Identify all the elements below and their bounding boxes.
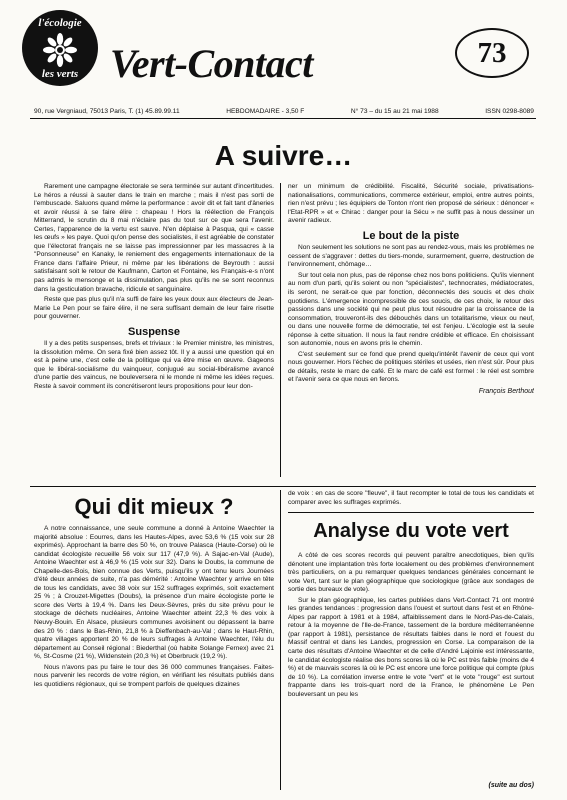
- article-paragraph: Rarement une campagne électorale se sera terminée sur autant d'incertitudes. Le héros a réussi à sauter dans le train en marche ; mais il n'est pas sorti de l'embuscade. Saluons quand même la performance : avoir dit et fait tant d'âneries et avoir réussi à se faire élire : chapeau ! Hors la réélection de François Mitterrand, le scrutin du 8 mai n'éclaire pas du tout sur ce que sera l'avenir. Certes, l'apparence de la vertu est sauve. N'en déplaise à Pasqua, qui « casse les œufs » les paye. Quoi qu'on pense des socialistes, il est agréable de constater que l'électorat français ne se laisse pas impressionner par les massacres à la "Ponsonneuse" en Kanaky, le reniement des engagements internationaux de la France dans l'affaire Prieur, ni même par les libérations de Beyrouth : aussi satisfaisant soit le retour de Kaufmann, Carton et Fontaine, les Français-e-s n'ont pas admis le mensonge et la dissimulation, pas plus qu'ils ne se sont reconnus dans la gesticulation bravache, ridicule et sanguinaire.: [34, 183, 274, 293]
- article1-column1: [34, 183, 274, 472]
- section-rule: [30, 486, 536, 487]
- column-divider: [280, 490, 281, 790]
- issue-dates: N° 73 – du 15 au 21 mai 1988: [350, 108, 439, 115]
- article-paragraph: Reste que pas plus qu'il n'a suffi de faire les yeux doux aux électeurs de Jean-Marie Le Pen pour se faire élire, il ne sera suffisant demain de leur faire risette pour gouverner.: [34, 296, 274, 321]
- logo-top-text: l'écologie: [38, 17, 82, 29]
- column-divider: [280, 183, 281, 477]
- subhead-suspense: Suspense: [128, 325, 180, 338]
- article-paragraph: ner un minimum de crédibilité. Fiscalité, Sécurité sociale, privatisations-nationalisations, communications, commerce extérieur, emploi, entre autres points, rien n'est prévu ; les équipiers de Tonton n'ont rien proposé de sérieux : dénoncer « l'Etat-RPR » et « Chirac : danger pour la Sécu » ne suffit pas à nous dessiner un avenir radieux.: [288, 183, 534, 225]
- article1-column2: [288, 183, 534, 483]
- main-headline: A suivre…: [214, 140, 353, 171]
- article2-headline: Qui dit mieux ?: [74, 494, 234, 519]
- article-paragraph: Sur le plan géographique, les cartes publiées dans Vert-Contact 71 ont montré les grandes tendances : progression dans l'ouest et surtout dans l'est et en Rhône-Alpes par rapport à 1981 et à 1984, affaiblissement dans le Nord-Pas-de-Calais, retour à la moyenne de l'Ile-de-France, tassement de la bordure méditerranéenne (par rapport à 1981), persistance de résultats faibles dans le nord et l'ouest du Massif central et dans les Landes, progression en Corse. La comparaison de la carte des résultats d'Antoine Waechter et de celle d'André Lajoinie est intéressante, le candidat écologiste réalise des bons scores là où le PC est très faible (moins de 4 %) et de mauvais scores là où le PC est encore une force politique qui compte (plus de 10 %). La corrélation inverse entre le vote "vert" et le vote "rouge" est surtout frappante dans les trois-quart nord de la France, le phénomène Le Pen bouleversant un peu les: [288, 596, 534, 698]
- continued-note: (suite au dos): [488, 782, 534, 789]
- subhead-piste: Le bout de la piste: [362, 229, 460, 242]
- article-paragraph: Non seulement les solutions ne sont pas au rendez-vous, mais les problèmes ne cessent de s'aggraver : dettes du tiers-monde, surarmement, guerre, destruction de l'environnement, chômage…: [288, 244, 534, 269]
- article-paragraph: C'est seulement sur ce fond que prend quelqu'intérêt l'avenir de ceux qui vont nous gouverner. Hors l'échec de politiques stériles et usées, rien n'est sûr. Pour plus de détails, reste le marc de café. Et le marc de café est formel : le réel est sombre et l'avenir sera ce que nous en ferons.: [288, 350, 534, 384]
- frequency-price: HEBDOMADAIRE - 3,50 F: [226, 108, 305, 115]
- issn: ISSN 0298-8089: [485, 108, 534, 115]
- top-rule: [30, 118, 536, 119]
- article-paragraph: Il y a des petits suspenses, brefs et triviaux : le Premier ministre, les ministres, la dissolution même. On sera fixé bien assez tôt. Il y a aussi une question qui en est à peine une, c'est celle de la politique qui va être mise en œuvre. Gageons que le libéral-socialisme du vainqueur, conjugué au social-libéralisme avancé d'une partie des vaincus, ne bouleversera ni le monde ni même les idées reçues. Reste à savoir comment ils concrétiseront leurs propositions pour leur don-: [34, 340, 274, 391]
- article3-headline: Analyse du vote vert: [313, 520, 509, 542]
- masthead-title: Vert-Contact: [110, 41, 313, 86]
- article2-body: [34, 525, 274, 790]
- article-paragraph: Nous n'avons pas pu faire le tour des 36 000 communes françaises. Faites-nous parvenir les records de votre région, en vérifiant les résultats publiés dans les quotidiens régionaux, qui se trompent parfois de quelques dizaines: [34, 663, 274, 688]
- address: 90, rue Vergniaud, 75013 Paris, T. (1) 45.89.99.11: [34, 108, 180, 115]
- les-verts-logo: [20, 8, 100, 88]
- article-paragraph: A côté de ces scores records qui peuvent paraître anecdotiques, bien qu'ils dénotent une implantation très forte localement ou des problèmes d'environnement très particuliers, on a pu remarquer quelques tendances générales concernant le vote Vert, tant sur le plan géographique que sociologique (grâce aux sondages de sortie des bureaux de vote).: [288, 552, 534, 594]
- issue-number-badge: 73: [455, 28, 529, 78]
- info-bar: [34, 108, 534, 115]
- sub-rule: [288, 512, 534, 513]
- article3-body: [288, 552, 534, 780]
- logo-bottom-text: les verts: [41, 68, 79, 80]
- article-paragraph: de voix : en cas de score "fleuve", il faut recompter le total de tous les candidats et comparer avec les suffrages exprimés.: [288, 490, 534, 506]
- article-signature: François Berthout: [478, 388, 534, 396]
- article2-continuation: [288, 490, 534, 509]
- article-paragraph: A notre connaissance, une seule commune a donné à Antoine Waechter la majorité absolue : Eourres, dans les Hautes-Alpes, avec 53,6 % (15 voix sur 28 exprimés). Approchant la barre des 50 %, on trouve Palasca (Haute-Corse) où le candidat écologiste recueille 56 voix sur 117 (47,9 %). A Sajac-en-Val (Aude), Antoine Waechter est à 46,9 % (15 voix sur 32). Dans le Doubs, la commune de Chapelle-des-Bois, bien connue des Verts, puisqu'ils y ont tenu leurs Journées d'été deux années de suite, n'a pas démérité : Antoine Waechter y arrive en tête de tous les candidats, avec 38 voix sur 152 suffrages exprimés, soit exactement 25 % ; à Crouzet-Migettes (Doubs), la présence d'un maire écologiste porte le score des Verts à 19,4 %. Dans les Deux-Sèvres, près du site prévu pour le stockage de déchets nucléaires, Antoine Waechter atteint 22,3 % des voix à Neuvy-Bouin. En Alsace, plusieurs communes avoisinent ou dépassent la barre des 20 % : dans le Bas-Rhin, 21,8 % à Dieffenbach-au-Val ; dans le Haut-Rhin, quatre villages apportent 20 % de leurs suffrages à Antoine Waechter, l'élu du département au Conseil régional : Biederthal (où habite Solange Fernex) avec 21 %, St-Cosme (21 %), Wildenstein (20,3 %) et Oberbruck (19,2 %).: [34, 525, 274, 661]
- article-paragraph: Sur tout cela non plus, pas de réponse chez nos bons politiciens. Qu'ils viennent au nom d'un parti, qu'ils soient ou non "spécialistes", technocrates, médiatocrates, ils seront, ne serait-ce que par fonction, déconnectés des soucis et des choix quotidiens. L'émergence incompressible de ces soucis, de ces choix, le retour des passions dans une société qui ne peut plus tout résoudre par la croissance de la consommation, trouveront-ils des débouchés dans un totalitarisme, vieux ou neuf, ou dans une nouvelle forme de démocratie, tel est l'enjeu. L'écologie est la seule réponse à cette situation. Il nous la faut rendre crédible et efficace. En choisissant son autonomie, nous en avons pris le chemin.: [288, 271, 534, 348]
